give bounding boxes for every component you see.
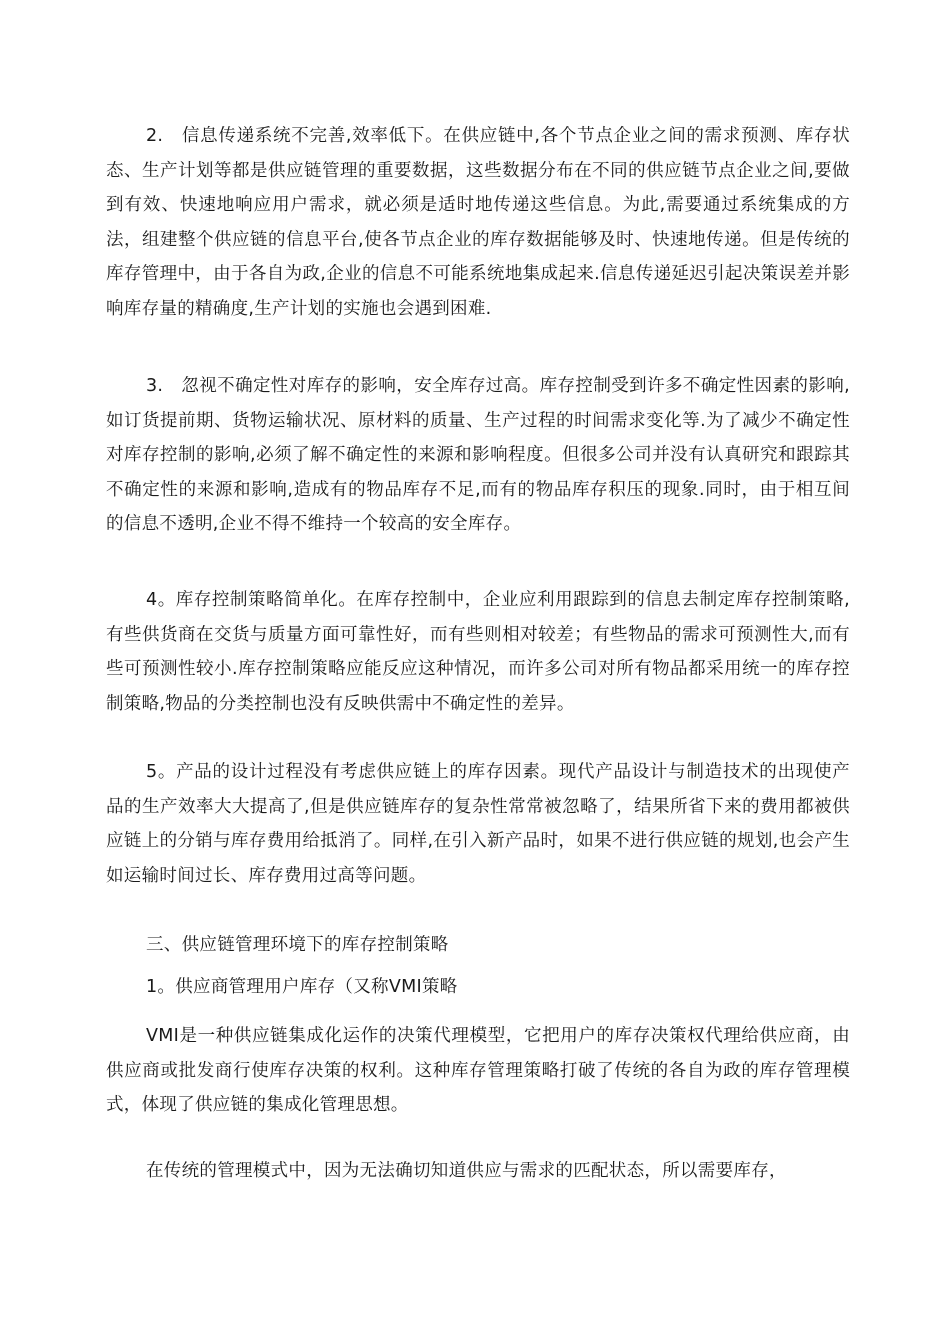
paragraph-uncertainty: 3. 忽视不确定性对库存的影响，安全库存过高。库存控制受到许多不确定性因素的影响,如订货提前期、货物运输状况、原材料的质量、生产过程的时间需求变化等.为了减少不确定性对库存控制的影响,必须了解不确定性的来源和影响程度。但很多公司并没有认真研究和跟踪其不确定性的来源和影响,造成有的物品库存不足,而有的物品库存积压的现象.同时，由于相互间的信息不透明,企业不得不维持一个较高的安全库存。	[106, 376, 850, 535]
paragraph-product-design: 5。产品的设计过程没有考虑供应链上的库存因素。现代产品设计与制造技术的出现使产品的生产效率大大提高了,但是供应链库存的复杂性常常被忽略了，结果所省下来的费用都被供应链上的分销与库存费用给抵消了。同样,在引入新产品时，如果不进行供应链的规划,也会产生如运输时间过长、库存费用过高等问题。	[106, 762, 850, 886]
subsection-heading: 1。供应商管理用户库存（又称VMI策略	[146, 977, 458, 997]
paragraph-info-system: 2. 信息传递系统不完善,效率低下。在供应链中,各个节点企业之间的需求预测、库存状态、生产计划等都是供应链管理的重要数据，这些数据分布在不同的供应链节点企业之间,要做到有效、快速地响应用户需求，就必须是适时地传递这些信息。为此,需要通过系统集成的方法，组建整个供应链的信息平台,使各节点企业的库存数据能够及时、快速地传递。但是传统的库存管理中，由于各自为政,企业的信息不可能系统地集成起来.信息传递延迟引起决策误差并影响库存量的精确度,生产计划的实施也会遇到困难.	[106, 126, 850, 319]
paragraph-traditional-mode: 在传统的管理模式中，因为无法确切知道供应与需求的匹配状态，所以需要库存，	[146, 1161, 787, 1181]
paragraph-vmi-definition: VMI是一种供应链集成化运作的决策代理模型，它把用户的库存决策权代理给供应商，由供应商或批发商行使库存决策的权利。这种库存管理策略打破了传统的各自为政的库存管理模式，体现了供应链的集成化管理思想。	[106, 1026, 850, 1116]
section-heading: 三、供应链管理环境下的库存控制策略	[146, 935, 449, 955]
paragraph-control-strategy: 4。库存控制策略简单化。在库存控制中，企业应利用跟踪到的信息去制定库存控制策略,有些供货商在交货与质量方面可靠性好，而有些则相对较差；有些物品的需求可预测性大,而有些可预测性较小.库存控制策略应能反应这种情况，而许多公司对所有物品都采用统一的库存控制策略,物品的分类控制也没有反映供需中不确定性的差异。	[106, 590, 850, 714]
